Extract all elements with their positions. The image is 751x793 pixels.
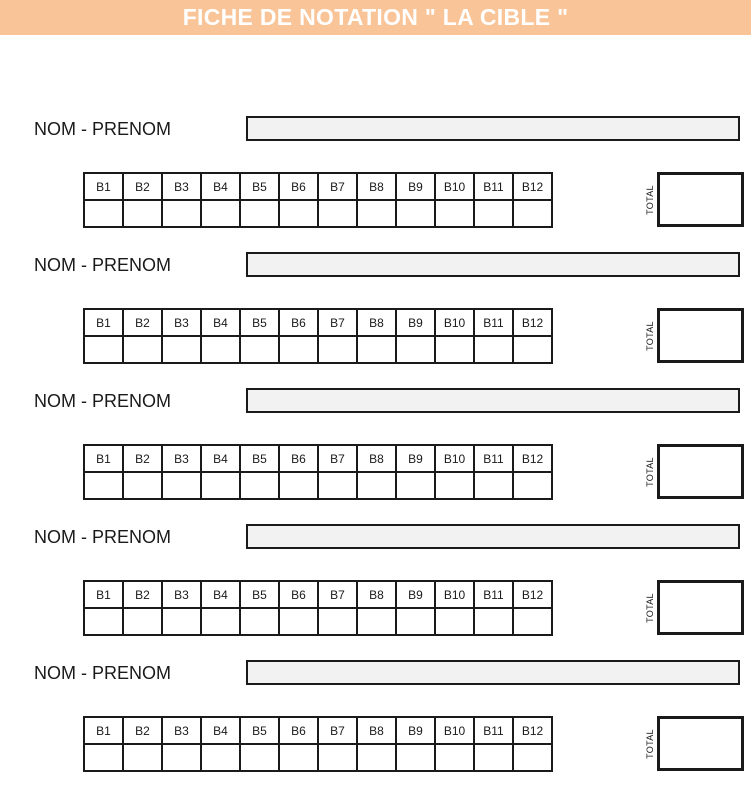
score-cell[interactable] (123, 336, 162, 363)
score-cell[interactable] (162, 608, 201, 635)
score-cell[interactable] (240, 744, 279, 771)
score-value-row (84, 336, 552, 363)
score-column-header: B7 (318, 717, 357, 744)
total-box[interactable] (657, 580, 744, 635)
score-column-header: B10 (435, 581, 474, 608)
name-field[interactable] (246, 524, 740, 549)
score-column-header: B3 (162, 173, 201, 200)
score-cell[interactable] (474, 608, 513, 635)
score-header-row (84, 173, 552, 200)
score-cell[interactable] (84, 200, 123, 227)
score-column-header: B9 (396, 173, 435, 200)
score-column-header: B8 (357, 717, 396, 744)
score-column-header: B9 (396, 445, 435, 472)
score-cell[interactable] (123, 200, 162, 227)
score-column-header: B9 (396, 717, 435, 744)
score-cell[interactable] (279, 336, 318, 363)
score-cell[interactable] (240, 200, 279, 227)
score-cell[interactable] (435, 744, 474, 771)
score-grid (83, 580, 553, 636)
score-column-header: B10 (435, 445, 474, 472)
score-column-header: B5 (240, 309, 279, 336)
score-cell[interactable] (84, 472, 123, 499)
name-field[interactable] (246, 660, 740, 685)
score-column-header: B7 (318, 309, 357, 336)
score-column-header: B4 (201, 717, 240, 744)
name-field[interactable] (246, 388, 740, 413)
score-column-header: B1 (84, 581, 123, 608)
score-column-header: B12 (513, 173, 552, 200)
score-cell[interactable] (201, 744, 240, 771)
total-label-wrap (643, 444, 657, 499)
score-column-header: B3 (162, 445, 201, 472)
title-bar (0, 0, 751, 35)
score-column-header: B3 (162, 717, 201, 744)
score-header-row (84, 309, 552, 336)
score-column-header: B3 (162, 309, 201, 336)
score-column-header: B7 (318, 173, 357, 200)
score-cell[interactable] (162, 472, 201, 499)
score-column-header: B5 (240, 717, 279, 744)
score-column-header: B12 (513, 581, 552, 608)
score-value-row (84, 744, 552, 771)
player-block (0, 660, 751, 787)
total-label: TOTAL (645, 456, 655, 487)
score-grid (83, 444, 553, 500)
score-cell[interactable] (435, 608, 474, 635)
total-label-wrap (643, 716, 657, 771)
score-cell[interactable] (474, 744, 513, 771)
score-column-header: B5 (240, 581, 279, 608)
score-cell[interactable] (357, 744, 396, 771)
score-header-row (84, 581, 552, 608)
total-label-wrap (643, 308, 657, 363)
score-cell[interactable] (396, 472, 435, 499)
total-box[interactable] (657, 308, 744, 363)
score-cell[interactable] (201, 336, 240, 363)
score-column-header: B7 (318, 581, 357, 608)
score-cell[interactable] (162, 200, 201, 227)
name-field[interactable] (246, 116, 740, 141)
score-column-header: B9 (396, 309, 435, 336)
score-column-header: B5 (240, 173, 279, 200)
score-cell[interactable] (435, 200, 474, 227)
score-cell[interactable] (396, 608, 435, 635)
player-block (0, 524, 751, 651)
score-cell[interactable] (201, 200, 240, 227)
score-column-header: B2 (123, 173, 162, 200)
page-title: FICHE DE NOTATION " LA CIBLE " (182, 4, 569, 30)
score-column-header: B6 (279, 581, 318, 608)
total-box[interactable] (657, 172, 744, 227)
score-cell[interactable] (240, 608, 279, 635)
score-cell[interactable] (279, 200, 318, 227)
score-cell[interactable] (513, 336, 552, 363)
total-label: TOTAL (645, 320, 655, 351)
score-column-header: B2 (123, 717, 162, 744)
score-column-header: B2 (123, 581, 162, 608)
score-cell[interactable] (513, 472, 552, 499)
total-label: TOTAL (645, 728, 655, 759)
score-column-header: B12 (513, 309, 552, 336)
score-cell[interactable] (201, 472, 240, 499)
score-cell[interactable] (123, 744, 162, 771)
total-box[interactable] (657, 444, 744, 499)
score-value-row (84, 608, 552, 635)
total-label-wrap (643, 580, 657, 635)
score-cell[interactable] (318, 336, 357, 363)
score-column-header: B2 (123, 445, 162, 472)
score-cell[interactable] (84, 744, 123, 771)
score-cell[interactable] (357, 608, 396, 635)
score-header-row (84, 717, 552, 744)
score-cell[interactable] (474, 336, 513, 363)
score-column-header: B2 (123, 309, 162, 336)
score-column-header: B7 (318, 445, 357, 472)
score-column-header: B1 (84, 717, 123, 744)
score-cell[interactable] (357, 336, 396, 363)
score-column-header: B1 (84, 445, 123, 472)
score-cell[interactable] (123, 472, 162, 499)
total-label: TOTAL (645, 592, 655, 623)
score-column-header: B4 (201, 445, 240, 472)
name-label: NOM - PRENOM (34, 255, 171, 275)
score-column-header: B6 (279, 309, 318, 336)
score-cell[interactable] (318, 744, 357, 771)
score-column-header: B6 (279, 445, 318, 472)
score-cell[interactable] (513, 608, 552, 635)
score-cell[interactable] (318, 200, 357, 227)
total-label-wrap (643, 172, 657, 227)
total-label: TOTAL (645, 184, 655, 215)
score-cell[interactable] (318, 608, 357, 635)
score-cell[interactable] (357, 472, 396, 499)
score-cell[interactable] (162, 744, 201, 771)
score-cell[interactable] (240, 336, 279, 363)
score-cell[interactable] (396, 200, 435, 227)
score-column-header: B6 (279, 717, 318, 744)
score-column-header: B10 (435, 309, 474, 336)
total-box[interactable] (657, 716, 744, 771)
score-column-header: B3 (162, 581, 201, 608)
score-cell[interactable] (84, 608, 123, 635)
score-column-header: B10 (435, 173, 474, 200)
score-cell[interactable] (435, 472, 474, 499)
score-grid (83, 172, 553, 228)
score-cell[interactable] (201, 608, 240, 635)
name-label: NOM - PRENOM (34, 119, 171, 139)
score-column-header: B5 (240, 445, 279, 472)
player-block (0, 116, 751, 243)
score-column-header: B11 (474, 309, 513, 336)
score-column-header: B6 (279, 173, 318, 200)
score-cell[interactable] (474, 200, 513, 227)
score-cell[interactable] (396, 336, 435, 363)
score-column-header: B1 (84, 309, 123, 336)
score-cell[interactable] (162, 336, 201, 363)
score-cell[interactable] (84, 336, 123, 363)
score-column-header: B8 (357, 309, 396, 336)
name-label: NOM - PRENOM (34, 663, 171, 683)
score-column-header: B8 (357, 581, 396, 608)
score-column-header: B1 (84, 173, 123, 200)
score-cell[interactable] (240, 472, 279, 499)
score-value-row (84, 200, 552, 227)
score-column-header: B4 (201, 173, 240, 200)
score-cell[interactable] (279, 608, 318, 635)
score-column-header: B11 (474, 445, 513, 472)
score-column-header: B4 (201, 581, 240, 608)
score-column-header: B12 (513, 445, 552, 472)
name-label: NOM - PRENOM (34, 527, 171, 547)
score-column-header: B11 (474, 173, 513, 200)
score-cell[interactable] (357, 200, 396, 227)
score-column-header: B9 (396, 581, 435, 608)
score-cell[interactable] (513, 200, 552, 227)
score-grid (83, 716, 553, 772)
player-block (0, 388, 751, 515)
score-cell[interactable] (318, 472, 357, 499)
score-cell[interactable] (123, 608, 162, 635)
score-column-header: B11 (474, 717, 513, 744)
score-column-header: B4 (201, 309, 240, 336)
score-cell[interactable] (396, 744, 435, 771)
player-block (0, 252, 751, 379)
score-column-header: B12 (513, 717, 552, 744)
name-field[interactable] (246, 252, 740, 277)
score-header-row (84, 445, 552, 472)
score-column-header: B8 (357, 173, 396, 200)
score-cell[interactable] (435, 336, 474, 363)
score-column-header: B10 (435, 717, 474, 744)
score-grid (83, 308, 553, 364)
score-cell[interactable] (474, 472, 513, 499)
score-column-header: B8 (357, 445, 396, 472)
score-column-header: B11 (474, 581, 513, 608)
name-label: NOM - PRENOM (34, 391, 171, 411)
score-cell[interactable] (279, 744, 318, 771)
score-cell[interactable] (279, 472, 318, 499)
score-value-row (84, 472, 552, 499)
score-cell[interactable] (513, 744, 552, 771)
